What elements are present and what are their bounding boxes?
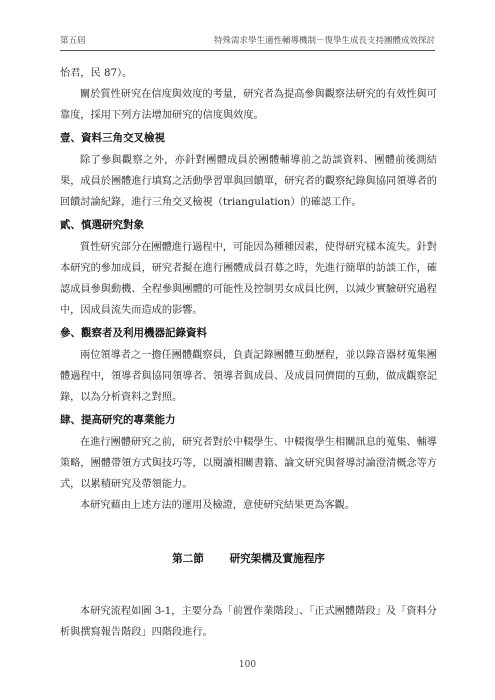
section-body-2: 質性研究部分在團體進行過程中，可能因為種種因素，使得研究樣本流失。針對本研究的參加成員，研究者擬在進行團體成員召募之時，先進行簡單的訪談工作，確認成員參與動機、全程參與團體的可能性及控制男女成員比例，以減少實驗研究過程中，因成員流失而造成的影響。: [60, 242, 437, 316]
chapter-section-title: [60, 549, 437, 570]
closing-paragraph: 本研究藉由上述方法的運用及檢證，意使研究結果更為客觀。: [80, 500, 356, 511]
section-heading-3: 參、觀察者及利用機器記錄資料: [60, 327, 207, 339]
section-body-1: 除了參與觀察之外，亦針對團體成員於團體輔導前之訪談資料、團體前後測結果，成員於團體進行填寫之活動學習單與回饋單，研究者的觀察紀錄與協同領導者的回饋討論紀錄，進行三角交叉檢視（triangulation）的確認工作。: [60, 155, 437, 208]
continued-line: 怡君，民 87）。: [60, 68, 133, 79]
section-body-3: 兩位領導者之一擔任團體觀察員，負責記錄團體互動歷程，並以錄音器材蒐集團體過程中，領導者與協同領導者、領導者與成員、及成員同儕間的互動，做成觀察記錄，以為分析資料之對照。: [60, 350, 437, 403]
final-paragraph: 本研究流程如圖 3-1，主要分為「前置作業階段」、「正式團體階段」及「資料分析與撰寫報告階段」四階段進行。: [60, 606, 437, 638]
intro-paragraph: 關於質性研究在信度與效度的考量，研究者為提高參與觀察法研究的有效性與可靠度，採用下列方法增加研究的信度與效度。: [60, 89, 437, 121]
page-content: [60, 63, 437, 643]
section-heading-1: 壹、資料三角交叉檢視: [60, 132, 165, 144]
section-heading-2: 貳、慎選研究對象: [60, 219, 144, 231]
page-number: 100: [238, 660, 257, 670]
section-body-4: 在進行團體研究之前，研究者對於中輟學生、中輟復學生相關訊息的蒐集、輔導策略，團體帶領方式與技巧等，以閱讀相關書籍、論文研究與督導討論澄清概念等方式，以累積研究及帶領能力。: [60, 437, 437, 490]
section-heading-4: 肆、提高研究的專業能力: [60, 414, 176, 426]
header-divider: [60, 50, 435, 51]
section-title-text: 研究架構及實施程序: [229, 553, 325, 565]
section-number: 第二節: [172, 553, 204, 565]
page-header: [60, 34, 435, 48]
header-left: 第五屆: [60, 36, 86, 46]
header-title: 特殊需求學生適性輔導機制－復學生成長支持團體成效探討: [213, 36, 435, 46]
